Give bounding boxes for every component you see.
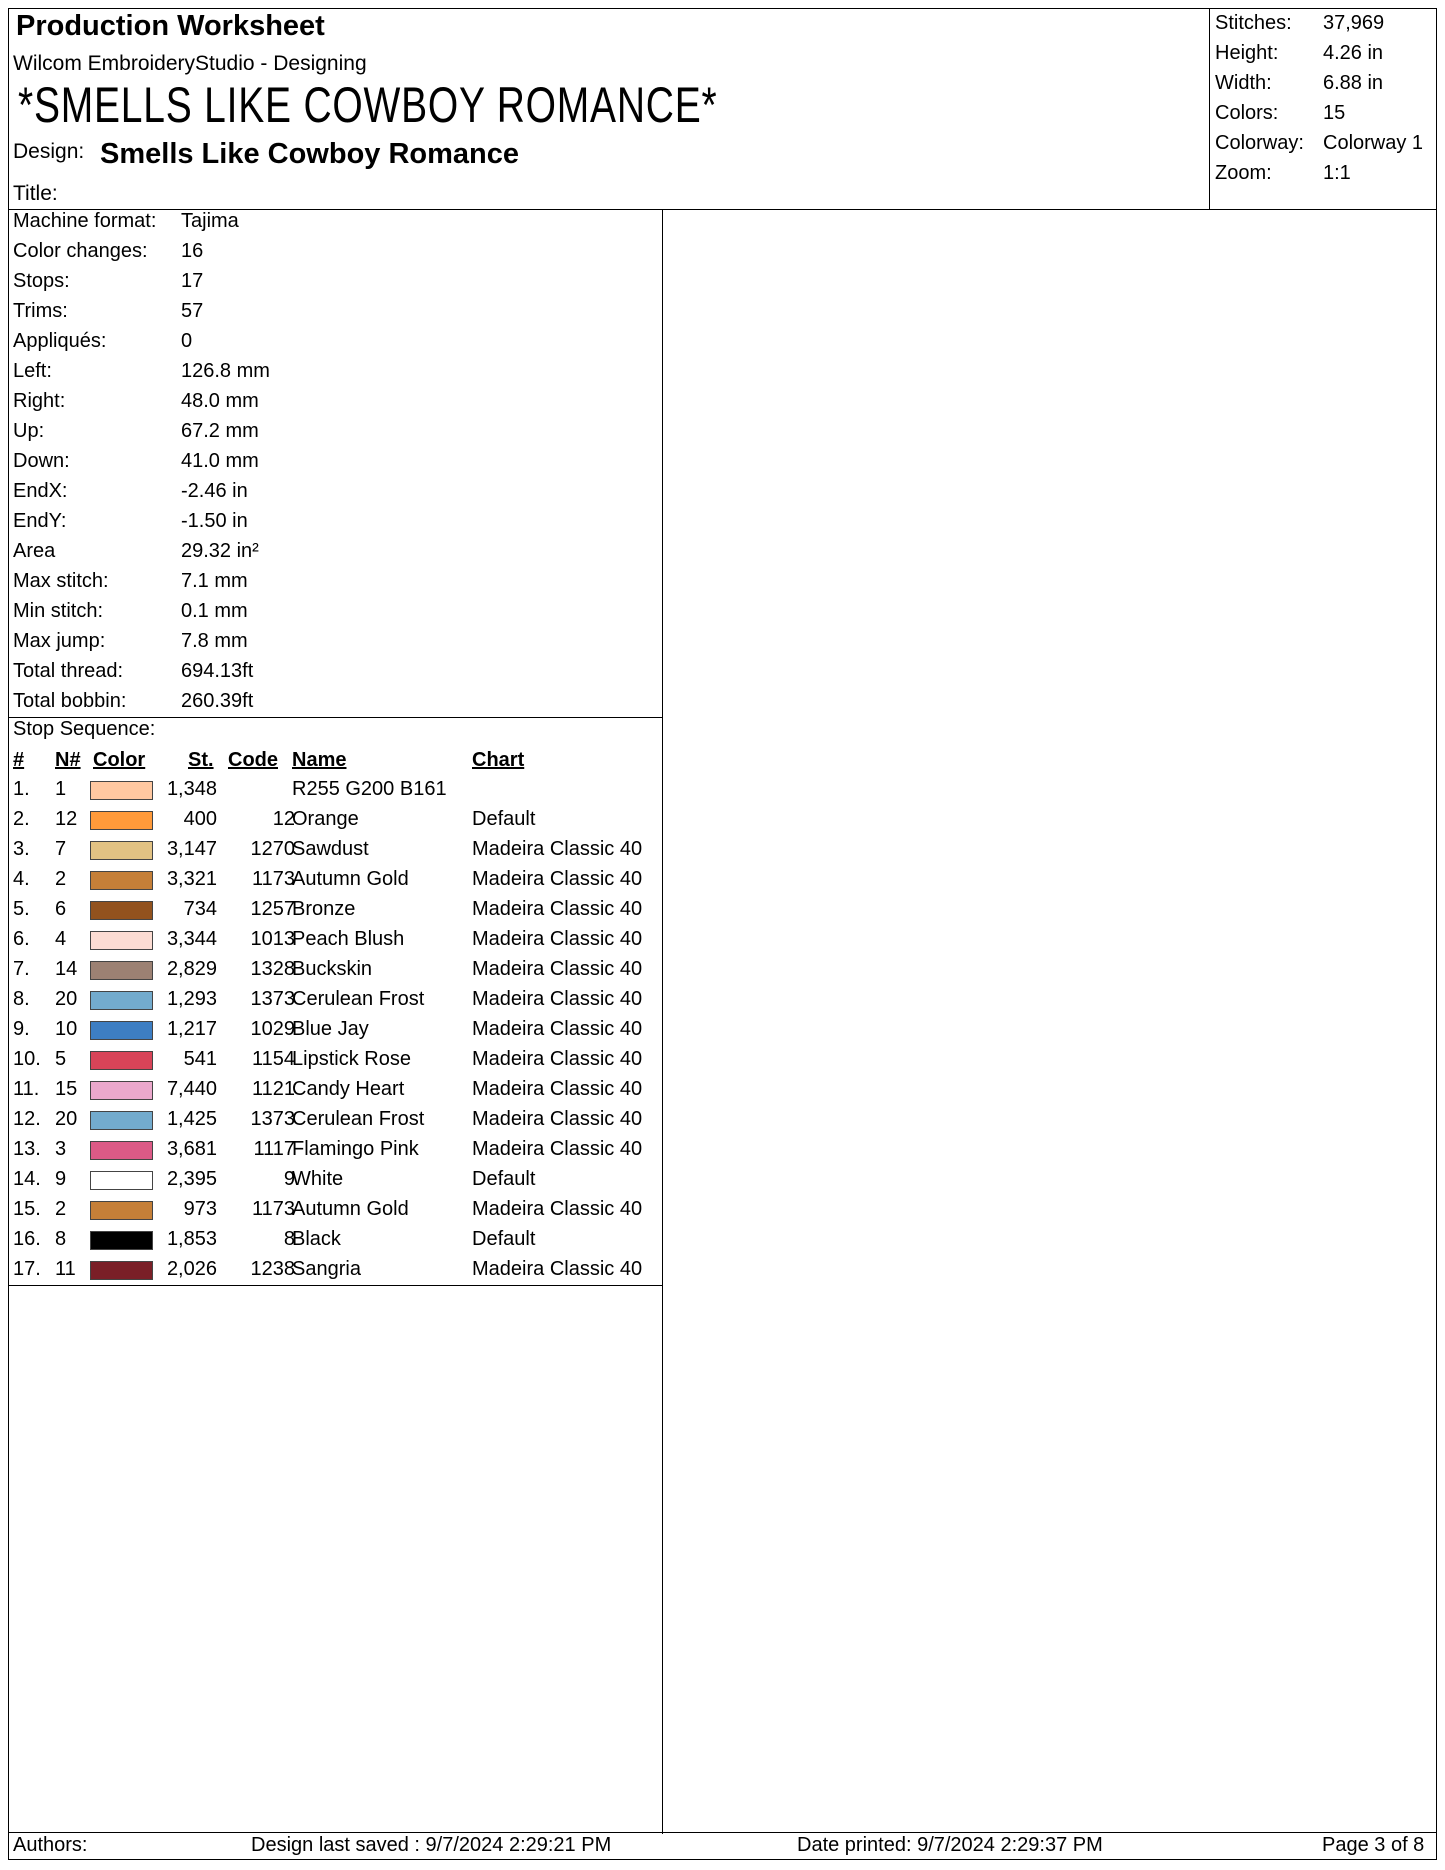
table-row	[13, 988, 658, 1018]
property-label: Stops:	[13, 270, 70, 292]
row-needle: 4	[55, 928, 67, 950]
stop-sequence-title: Stop Sequence:	[13, 718, 156, 740]
row-needle: 15	[55, 1078, 78, 1100]
row-needle: 2	[55, 1198, 67, 1220]
table-row	[13, 1078, 658, 1108]
summary-label: Stitches:	[1215, 12, 1292, 34]
row-number: 13.	[13, 1138, 41, 1160]
row-stitches: 1,425	[166, 1108, 217, 1130]
footer-last-saved: Design last saved : 9/7/2024 2:29:21 PM	[251, 1834, 612, 1856]
row-code: 1373	[250, 988, 295, 1010]
color-swatch	[90, 841, 153, 860]
row-number: 17.	[13, 1258, 41, 1280]
property-label: Area	[13, 540, 56, 562]
row-chart: Default	[472, 1228, 536, 1250]
row-chart: Madeira Classic 40	[472, 838, 643, 860]
col-header-color: Color	[93, 749, 146, 771]
property-value: 29.32 in²	[181, 540, 259, 562]
row-name: Buckskin	[292, 958, 373, 980]
footer-date-printed: Date printed: 9/7/2024 2:29:37 PM	[797, 1834, 1103, 1856]
software-name: Wilcom EmbroideryStudio - Designing	[13, 52, 367, 75]
color-swatch	[90, 1171, 153, 1190]
row-chart: Madeira Classic 40	[472, 1018, 643, 1040]
table-row	[13, 808, 658, 838]
property-label: Total bobbin:	[13, 690, 127, 712]
row-number: 5.	[13, 898, 30, 920]
col-header-name: Name	[292, 749, 347, 771]
row-number: 9.	[13, 1018, 30, 1040]
property-label: EndY:	[13, 510, 67, 532]
color-swatch	[90, 1021, 153, 1040]
table-row	[13, 1258, 658, 1288]
property-value: 0	[181, 330, 193, 352]
table-row	[13, 928, 658, 958]
color-swatch	[90, 961, 153, 980]
row-chart: Madeira Classic 40	[472, 958, 643, 980]
property-label: Min stitch:	[13, 600, 104, 622]
color-swatch	[90, 1201, 153, 1220]
property-value: 260.39ft	[181, 690, 254, 712]
summary-value: 37,969	[1323, 12, 1385, 34]
row-needle: 6	[55, 898, 67, 920]
row-name: Autumn Gold	[292, 1198, 409, 1220]
table-row	[13, 1168, 658, 1198]
row-needle: 7	[55, 838, 67, 860]
footer-divider	[8, 1832, 1437, 1833]
row-stitches: 2,829	[166, 958, 217, 980]
color-swatch	[90, 1051, 153, 1070]
col-header-needle: N#	[55, 749, 81, 771]
property-value: 48.0 mm	[181, 390, 259, 412]
table-row	[13, 1228, 658, 1258]
row-name: Sangria	[292, 1258, 361, 1280]
row-number: 1.	[13, 778, 30, 800]
row-name: Orange	[292, 808, 359, 830]
row-chart: Madeira Classic 40	[472, 1198, 643, 1220]
row-needle: 20	[55, 1108, 78, 1130]
row-code: 1173	[251, 868, 295, 890]
color-swatch	[90, 781, 153, 800]
row-needle: 10	[55, 1018, 78, 1040]
row-number: 7.	[13, 958, 30, 980]
row-code: 1029	[250, 1018, 295, 1040]
table-row	[13, 868, 658, 898]
color-swatch	[90, 871, 153, 890]
row-number: 11.	[13, 1078, 40, 1100]
property-label: Total thread:	[13, 660, 124, 682]
design-name-display: *SMELLS LIKE COWBOY ROMANCE*	[18, 77, 718, 133]
row-name: Sawdust	[292, 838, 369, 860]
summary-value: 15	[1323, 102, 1346, 124]
row-stitches: 3,321	[166, 868, 217, 890]
row-stitches: 1,853	[166, 1228, 217, 1250]
color-swatch	[90, 991, 153, 1010]
color-swatch	[90, 901, 153, 920]
row-chart: Madeira Classic 40	[472, 1048, 643, 1070]
design-label: Design:	[13, 140, 85, 163]
property-value: -1.50 in	[181, 510, 248, 532]
row-stitches: 7,440	[166, 1078, 217, 1100]
row-code: 1121	[251, 1078, 295, 1100]
property-label: Color changes:	[13, 240, 148, 262]
col-header-code: Code	[228, 749, 278, 771]
row-chart: Madeira Classic 40	[472, 868, 643, 890]
summary-value: 4.26 in	[1323, 42, 1384, 64]
summary-label: Height:	[1215, 42, 1279, 64]
color-swatch	[90, 1081, 153, 1100]
row-name: Lipstick Rose	[292, 1048, 411, 1070]
property-value: 17	[181, 270, 204, 292]
property-label: Left:	[13, 360, 52, 382]
row-name: Candy Heart	[292, 1078, 405, 1100]
property-label: Down:	[13, 450, 70, 472]
table-row	[13, 898, 658, 928]
row-stitches: 1,217	[166, 1018, 217, 1040]
property-value: 7.8 mm	[181, 630, 248, 652]
property-label: Machine format:	[13, 210, 157, 232]
row-name: Cerulean Frost	[292, 988, 425, 1010]
row-stitches: 3,147	[166, 838, 217, 860]
summary-value: Colorway 1	[1323, 132, 1424, 154]
row-number: 3.	[13, 838, 30, 860]
footer-authors: Authors:	[13, 1834, 88, 1856]
table-row	[13, 838, 658, 868]
property-value: 126.8 mm	[181, 360, 270, 382]
row-chart: Madeira Classic 40	[472, 1258, 643, 1280]
summary-label: Colors:	[1215, 102, 1279, 124]
row-chart: Madeira Classic 40	[472, 1108, 643, 1130]
row-number: 12.	[13, 1108, 41, 1130]
property-value: 16	[181, 240, 204, 262]
table-row	[13, 1198, 658, 1228]
row-needle: 8	[55, 1228, 67, 1250]
row-number: 8.	[13, 988, 30, 1010]
row-stitches: 973	[183, 1198, 217, 1220]
row-stitches: 734	[183, 898, 217, 920]
footer-page: Page 3 of 8	[1322, 1834, 1425, 1856]
row-code: 1270	[250, 838, 295, 860]
row-number: 15.	[13, 1198, 41, 1220]
row-code: 1328	[250, 958, 295, 980]
property-value: -2.46 in	[181, 480, 248, 502]
color-swatch	[90, 931, 153, 950]
table-row	[13, 1048, 658, 1078]
property-value: 0.1 mm	[181, 600, 248, 622]
summary-divider	[1209, 8, 1210, 209]
row-name: Blue Jay	[292, 1018, 369, 1040]
col-header-num: #	[13, 749, 25, 771]
row-number: 2.	[13, 808, 30, 830]
summary-label: Zoom:	[1215, 162, 1272, 184]
property-value: 694.13ft	[181, 660, 254, 682]
property-label: EndX:	[13, 480, 68, 502]
row-needle: 20	[55, 988, 78, 1010]
row-code: 12	[272, 808, 295, 830]
row-number: 16.	[13, 1228, 41, 1250]
row-number: 14.	[13, 1168, 41, 1190]
property-label: Right:	[13, 390, 66, 412]
property-value: 57	[181, 300, 204, 322]
property-label: Up:	[13, 420, 45, 442]
property-label: Max jump:	[13, 630, 106, 652]
column-divider	[662, 209, 663, 1834]
property-label: Trims:	[13, 300, 68, 322]
row-chart: Madeira Classic 40	[472, 988, 643, 1010]
summary-label: Colorway:	[1215, 132, 1304, 154]
row-number: 6.	[13, 928, 30, 950]
row-stitches: 1,348	[166, 778, 217, 800]
color-swatch	[90, 1141, 153, 1160]
summary-value: 6.88 in	[1323, 72, 1384, 94]
summary-label: Width:	[1215, 72, 1272, 94]
row-stitches: 3,344	[166, 928, 217, 950]
row-chart: Default	[472, 808, 536, 830]
row-chart: Default	[472, 1168, 536, 1190]
property-value: 67.2 mm	[181, 420, 259, 442]
table-row	[13, 778, 658, 808]
color-swatch	[90, 1261, 153, 1280]
row-chart: Madeira Classic 40	[472, 928, 643, 950]
color-swatch	[90, 1231, 153, 1250]
row-name: Black	[292, 1228, 341, 1250]
property-value: 7.1 mm	[181, 570, 248, 592]
design-value: Smells Like Cowboy Romance	[100, 138, 520, 170]
color-swatch	[90, 1111, 153, 1130]
color-swatch	[90, 811, 153, 830]
row-chart: Madeira Classic 40	[472, 1138, 643, 1160]
row-name: Cerulean Frost	[292, 1108, 425, 1130]
worksheet-title: Production Worksheet	[16, 10, 325, 42]
row-needle: 1	[55, 778, 67, 800]
summary-value: 1:1	[1323, 162, 1351, 184]
row-number: 10.	[13, 1048, 41, 1070]
row-code: 1238	[250, 1258, 295, 1280]
row-number: 4.	[13, 868, 30, 890]
row-name: Bronze	[292, 898, 356, 920]
row-stitches: 541	[183, 1048, 217, 1070]
property-value: Tajima	[181, 210, 239, 232]
table-row	[13, 1018, 658, 1048]
col-header-stitches: St.	[188, 749, 214, 771]
row-name: White	[292, 1168, 344, 1190]
row-needle: 14	[55, 958, 78, 980]
row-stitches: 1,293	[166, 988, 217, 1010]
title-label: Title:	[13, 182, 58, 205]
table-row	[13, 1108, 658, 1138]
row-needle: 9	[55, 1168, 67, 1190]
row-name: Flamingo Pink	[292, 1138, 419, 1160]
property-label: Appliqués:	[13, 330, 107, 352]
row-stitches: 400	[183, 808, 217, 830]
row-code: 1154	[251, 1048, 295, 1070]
row-needle: 3	[55, 1138, 67, 1160]
row-code: 1013	[250, 928, 295, 950]
row-stitches: 2,026	[166, 1258, 217, 1280]
property-label: Max stitch:	[13, 570, 109, 592]
table-row	[13, 958, 658, 988]
row-needle: 12	[55, 808, 78, 830]
row-name: Peach Blush	[292, 928, 405, 950]
row-code: 1173	[251, 1198, 295, 1220]
row-name: Autumn Gold	[292, 868, 409, 890]
table-row	[13, 1138, 658, 1168]
row-code: 1257	[250, 898, 295, 920]
col-header-chart: Chart	[472, 749, 525, 771]
row-code: 1117	[253, 1138, 295, 1160]
row-chart: Madeira Classic 40	[472, 898, 643, 920]
row-code: 1373	[250, 1108, 295, 1130]
row-needle: 11	[55, 1258, 76, 1280]
row-needle: 5	[55, 1048, 67, 1070]
row-code: 9	[283, 1168, 295, 1190]
property-value: 41.0 mm	[181, 450, 259, 472]
row-name: R255 G200 B161	[292, 778, 447, 800]
row-stitches: 2,395	[166, 1168, 217, 1190]
row-chart: Madeira Classic 40	[472, 1078, 643, 1100]
row-code: 8	[283, 1228, 295, 1250]
row-needle: 2	[55, 868, 67, 890]
row-stitches: 3,681	[166, 1138, 217, 1160]
